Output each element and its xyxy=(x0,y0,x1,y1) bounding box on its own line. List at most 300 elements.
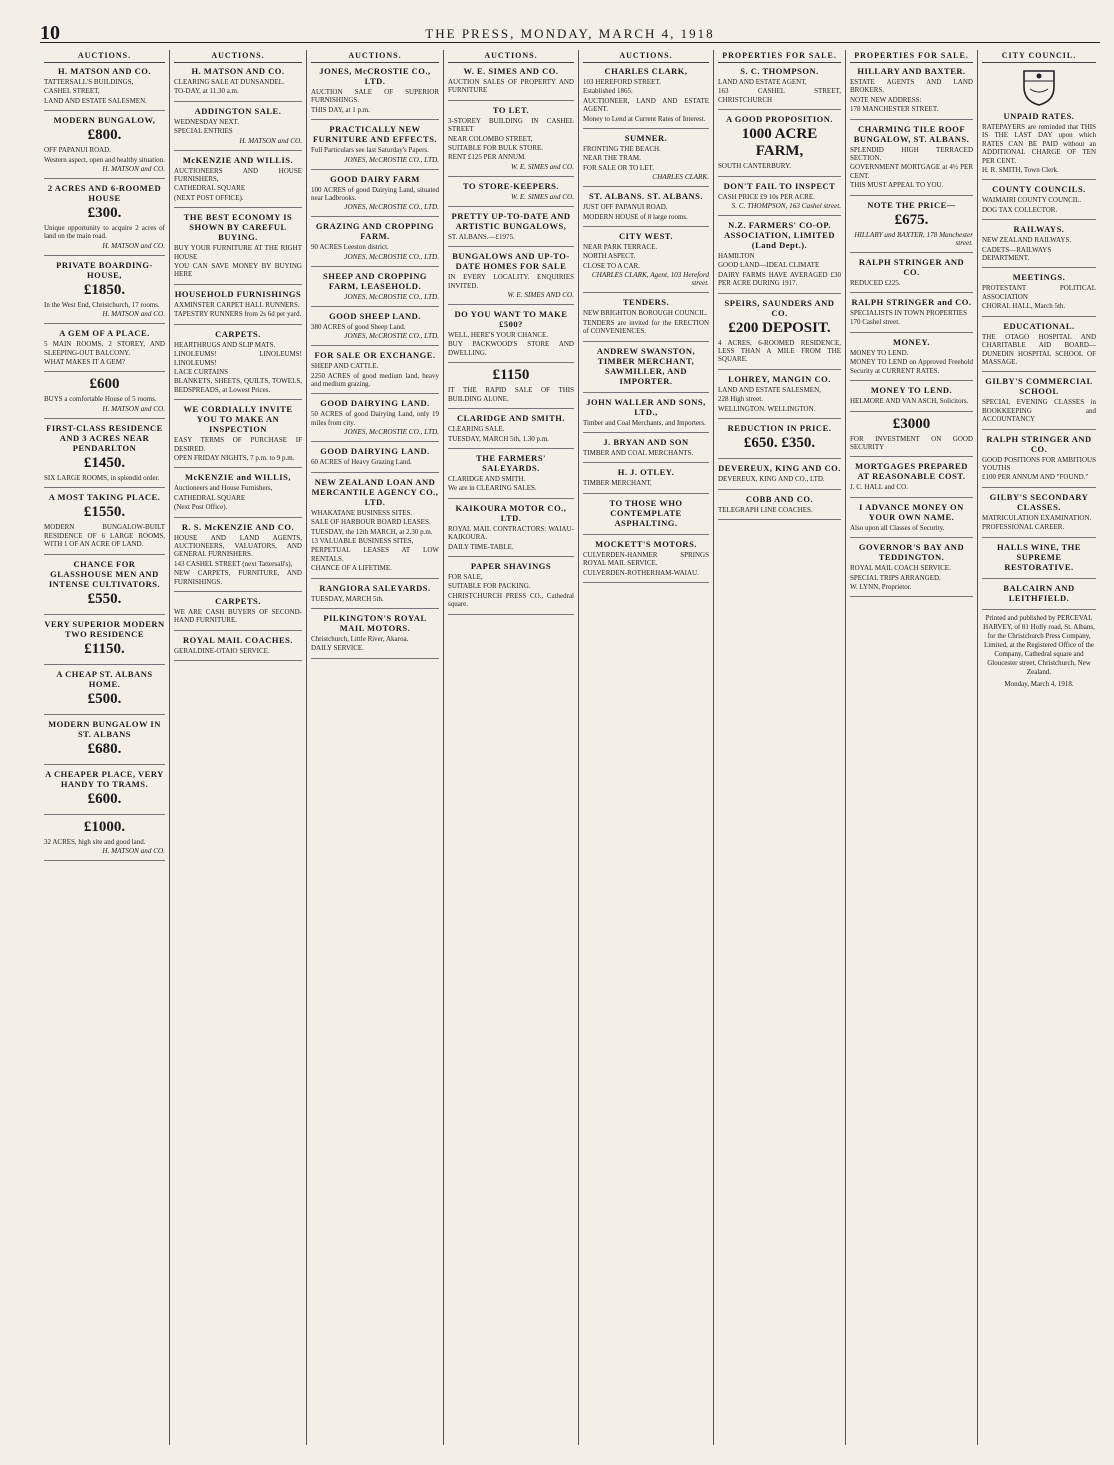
ad-text: 228 High street. xyxy=(718,395,763,404)
ad-heading: S. C. THOMPSON. xyxy=(740,66,819,76)
section-heading: PROPERTIES FOR SALE. xyxy=(718,50,841,63)
advertisement xyxy=(982,434,1096,488)
advertisement xyxy=(311,446,439,472)
ad-text: ST. ALBANS.—£1975. xyxy=(448,232,515,241)
ad-text: Full Particulars see last Saturday's Papers. xyxy=(311,146,429,155)
advertisement xyxy=(850,66,973,120)
ad-heading: ANDREW SWANSTON, TIMBER MERCHANT, SAWMILLER, AND IMPORTER. xyxy=(596,345,696,386)
ad-text: Unique opportunity to acquire 2 acres of land on the main road. xyxy=(44,224,165,241)
advertisement xyxy=(44,66,165,111)
ad-signature: H. MATSON and CO. xyxy=(102,846,165,855)
advertisement xyxy=(982,184,1096,220)
ad-heading: HALLS WINE, THE SUPREME RESTORATIVE. xyxy=(997,541,1081,572)
advertisement xyxy=(44,669,165,715)
advertisement xyxy=(174,155,302,209)
ad-heading: UNPAID RATES. xyxy=(1003,111,1075,121)
ad-heading: TO STORE-KEEPERS. xyxy=(462,180,560,191)
ad-text: MATRICULATION EXAMINATION. xyxy=(982,513,1092,522)
ad-text: In the West End, Christchurch, 17 rooms. xyxy=(44,300,160,309)
ad-price: 1000 ACRE FARM, xyxy=(741,126,818,160)
section-heading: AUCTIONS. xyxy=(448,50,574,63)
ad-signature: H. MATSON and CO. xyxy=(102,310,165,319)
ad-signature: JONES, McCROSTIE CO., LTD. xyxy=(344,428,439,437)
ad-text: CADETS—RAILWAYS DEPARTMENT. xyxy=(982,245,1052,263)
ad-text: H. R. SMITH, Town Clerk. xyxy=(982,166,1059,175)
ad-price: £1850. xyxy=(83,281,126,298)
advertisement xyxy=(850,461,973,497)
ad-text: SOUTH CANTERBURY. xyxy=(718,162,791,171)
ad-signature: H. MATSON and CO. xyxy=(102,241,165,250)
ad-text: TAPESTRY RUNNERS from 2s 6d per yard. xyxy=(174,310,302,319)
ad-text: SUITABLE FOR PACKING. xyxy=(448,582,531,591)
imprint-text: Monday, March 4, 1918. xyxy=(1004,679,1074,688)
advertisement xyxy=(448,503,574,557)
ad-heading: ROYAL MAIL COACHES. xyxy=(182,634,294,645)
ad-text: THIS DAY, at 1 p.m. xyxy=(311,105,370,114)
ad-signature: CHARLES CLARK, Agent, 103 Hereford street. xyxy=(591,271,709,288)
ad-signature: W. E. SIMES and CO. xyxy=(510,192,574,201)
ad-heading: PRIVATE BOARDING-HOUSE, xyxy=(56,259,153,280)
ad-text: OFF PAPANUI ROAD. xyxy=(44,146,111,155)
ad-price: £500. xyxy=(87,690,122,707)
ad-text: TENDERS are invited for the ERECTION of CONVENIENCES. xyxy=(583,318,709,336)
ad-heading: TO LET. xyxy=(492,104,530,115)
advertisement xyxy=(44,769,165,815)
advertisement xyxy=(44,376,165,418)
advertisement xyxy=(174,289,302,325)
ad-text: TIMBER AND COAL MERCHANTS. xyxy=(583,448,694,457)
ad-text: TUESDAY, the 12th MARCH, at 2.30 p.m. xyxy=(311,527,433,536)
ad-text: GOVERNMENT MORTGAGE at 4½ PER CENT. xyxy=(850,163,973,180)
ad-text: J. C. HALL and CO. xyxy=(850,483,908,492)
ad-heading: JONES, McCROSTIE CO., LTD. xyxy=(319,66,431,86)
ad-price: £200 DEPOSIT. xyxy=(728,319,831,336)
ad-text: FOR SALE, xyxy=(448,572,483,581)
ad-text: MODERN HOUSE of 8 large rooms. xyxy=(583,212,688,221)
ad-text: CULVERDEN-HANMER SPRINGS ROYAL MAIL SERVICE. xyxy=(583,550,709,568)
ad-signature: JONES, McCROSTIE CO., LTD. xyxy=(344,292,439,301)
ad-text: NOTE NEW ADDRESS: xyxy=(850,95,922,104)
advertisement xyxy=(44,559,165,615)
ad-text: TATTERSALL'S BUILDINGS, xyxy=(44,78,134,86)
advertisement xyxy=(982,111,1096,180)
ad-heading: BALCAIRN AND LEITHFIELD. xyxy=(1003,582,1075,603)
ad-text: LAND AND ESTATE AGENT, xyxy=(718,78,807,86)
ad-text: HELMORE AND VAN ASCH, Solicitors. xyxy=(850,397,969,406)
ad-heading: CLARIDGE AND SMITH. xyxy=(457,413,565,424)
ad-text: WHAKATANE BUSINESS SITES. xyxy=(311,508,413,517)
ad-text: 90 ACRES Leeston district. xyxy=(311,243,389,252)
ad-heading: A GOOD PROPOSITION. xyxy=(725,114,834,125)
ad-text: MODERN BUNGALOW-BUILT RESIDENCE OF 6 LARGE ROOMS, WITH 1 OF AN ACRE OF LAND. xyxy=(44,523,165,549)
advertisement xyxy=(850,416,973,458)
ad-text: GERALDINE-OTAIO SERVICE. xyxy=(174,646,270,655)
ad-signature: H. MATSON and CO. xyxy=(102,404,165,413)
ad-text: 143 CASHEL STREET (next Tattersall's), xyxy=(174,559,293,568)
section-heading: CITY COUNCIL. xyxy=(982,50,1096,63)
advertisement xyxy=(174,522,302,592)
ad-heading: RANGIORA SALEYARDS. xyxy=(319,582,431,593)
ad-text: ROYAL MAIL COACH SERVICE. xyxy=(850,564,951,573)
advertisement xyxy=(44,819,165,861)
ad-text: 100 ACRES of good Dairying Land, situated near Ladbrooks. xyxy=(311,185,439,203)
advertisement xyxy=(850,297,973,333)
ad-text: LACE CURTAINS xyxy=(174,367,229,376)
ad-text: AUCTION SALES OF PROPERTY AND FURNITURE xyxy=(448,78,574,95)
advertisement xyxy=(850,542,973,597)
ad-text: 60 ACRES of Heavy Grazing Land. xyxy=(311,458,412,467)
ad-heading: A GEM OF A PLACE. xyxy=(59,328,150,339)
ad-heading: ST. ALBANS. ST. ALBANS. xyxy=(589,191,703,202)
ad-heading: CHARMING TILE ROOF BUNGALOW, ST. ALBANS. xyxy=(853,123,970,144)
ad-text: CATHEDRAL SQUARE xyxy=(174,493,246,502)
ad-text: JUST OFF PAPANUI ROAD. xyxy=(583,203,668,212)
ad-heading: McKENZIE and WILLIS, xyxy=(185,472,291,483)
ad-text: CATHEDRAL SQUARE xyxy=(174,184,246,193)
ad-heading: RALPH STRINGER AND CO. xyxy=(986,433,1092,454)
ad-text: YOU CAN SAVE MONEY BY BUYING HERE xyxy=(174,262,302,279)
ad-heading: GOOD DAIRYING LAND. xyxy=(320,446,430,457)
ad-heading: THE FARMERS' SALEYARDS. xyxy=(476,452,546,473)
advertisement xyxy=(718,423,841,459)
ad-text: CLEARING SALE. xyxy=(448,425,505,434)
ad-text: LAND AND ESTATE SALESMEN. xyxy=(44,96,147,105)
advertisement xyxy=(583,66,709,129)
ad-text: AUCTION SALE OF SUPERIOR FURNISHINGS. xyxy=(311,88,439,105)
ad-text: AUCTIONEER, LAND AND ESTATE AGENT. xyxy=(583,96,709,114)
advertisement xyxy=(982,272,1096,316)
advertisement xyxy=(448,309,574,363)
ad-heading: BUNGALOWS AND UP-TO-DATE HOMES FOR SALE xyxy=(452,251,570,272)
ad-heading: GILBY'S SECONDARY CLASSES. xyxy=(989,491,1089,512)
ad-signature: W. E. SIMES AND CO. xyxy=(507,291,574,300)
ad-heading: J. BRYAN AND SON xyxy=(603,436,689,447)
ad-heading: FIRST-CLASS RESIDENCE AND 3 ACRES NEAR PENDARLTON xyxy=(46,422,163,453)
ad-text: WE ARE CASH BUYERS OF SECOND-HAND FURNITURE. xyxy=(174,608,302,625)
advertisement xyxy=(311,271,439,307)
ad-heading: SPEIRS, SAUNDERS AND CO. xyxy=(724,297,835,318)
ad-heading: RALPH STRINGER and CO. xyxy=(851,297,972,308)
advertisement xyxy=(850,200,973,253)
columns-container xyxy=(40,50,1100,1445)
advertisement xyxy=(850,257,973,293)
ad-heading: JOHN WALLER AND SONS, LTD., xyxy=(586,396,706,417)
ad-text: MONEY TO LEND on Approved Freehold Security at CURRENT RATES. xyxy=(850,358,973,375)
ad-text: Christchurch, Little River, Akaroa. xyxy=(311,634,409,643)
ad-heading: R. S. McKENZIE AND CO. xyxy=(181,521,295,532)
ad-price: £675. xyxy=(894,211,929,228)
ad-text: NORTH ASPECT. xyxy=(583,252,636,261)
advertisement xyxy=(448,211,574,247)
ad-text: HEARTHRUGS AND SLIP MATS. xyxy=(174,340,276,349)
newspaper-title: THE PRESS, MONDAY, MARCH 4, 1918 xyxy=(425,26,715,41)
ad-heading: CHANCE FOR GLASSHOUSE MEN AND INTENSE CULTIVATORS. xyxy=(48,558,161,589)
ad-price: £600 xyxy=(89,376,120,393)
ad-heading: WE CORDIALLY INVITE YOU TO MAKE AN INSPECTION xyxy=(183,404,293,435)
ad-text: Also upon all Classes of Security. xyxy=(850,523,945,532)
advertisement xyxy=(583,539,709,583)
ad-heading: GRAZING AND CROPPING FARM. xyxy=(315,221,435,242)
newspaper-column xyxy=(444,50,579,1445)
ad-price: £680. xyxy=(87,740,122,757)
ad-text: DAIRY FARMS HAVE AVERAGED £30 PER ACRE DURING 1917. xyxy=(718,270,841,288)
ad-text: CHANCE OF A LIFETIME. xyxy=(311,564,392,573)
ad-text: FOR SALE OR TO LET. xyxy=(583,163,654,172)
ad-heading: MODERN BUNGALOW, xyxy=(53,115,156,126)
ad-text: SPECIAL EVENING CLASSES in BOOKKEEPING and ACCOUNTANCY xyxy=(982,398,1096,424)
ad-text: SALE OF HARBOUR BOARD LEASES. xyxy=(311,518,431,527)
advertisement xyxy=(982,224,1096,268)
ad-text: 170 Cashel street. xyxy=(850,318,900,327)
advertisement xyxy=(174,329,302,400)
ad-heading: DON'T FAIL TO INSPECT xyxy=(723,180,836,191)
ad-signature: H. MATSON and CO. xyxy=(102,165,165,174)
advertisement xyxy=(982,492,1096,538)
ad-text: 13 VALUABLE BUSINESS SITES, xyxy=(311,536,414,545)
ad-text: 4 ACRES, 6-ROOMED RESIDENCE, LESS THAN A MILE FROM THE SQUARE. xyxy=(718,338,841,364)
advertisement xyxy=(583,397,709,433)
ad-heading: McKENZIE AND WILLIS. xyxy=(182,154,294,165)
ad-text: Auctioneers and House Furnishers, xyxy=(174,484,273,493)
advertisement xyxy=(718,298,841,370)
ad-heading: CHARLES CLARK, xyxy=(604,66,688,76)
advertisement xyxy=(583,297,709,341)
ad-heading: GOOD DAIRYING LAND. xyxy=(320,398,430,409)
page-number: 10 xyxy=(40,22,60,44)
ad-text: PERPETUAL LEASES AT LOW RENTALS. xyxy=(311,546,439,563)
ad-heading: MONEY TO LEND. xyxy=(870,385,953,396)
newspaper-column xyxy=(40,50,170,1445)
newspaper-column xyxy=(579,50,714,1445)
ad-price: £1550. xyxy=(83,504,126,521)
ad-heading: CITY WEST. xyxy=(619,231,673,242)
ad-price: £1150 xyxy=(492,367,530,384)
ad-text: 163 CASHEL STREET, CHRISTCHURCH xyxy=(718,87,841,104)
ad-text: NEW BRIGHTON BOROUGH COUNCIL. xyxy=(583,309,708,318)
advertisement xyxy=(448,105,574,177)
ad-price: £300. xyxy=(87,205,122,222)
imprint-text: Printed and published by PERCEVAL HARVEY, of 81 Holly road, St. Albans, for the Christchurch Press Company, Limited, at the Registered Office of the Company, Cathedral square and Gloucester street, Christchurch, New Zealand. xyxy=(983,613,1095,676)
ad-text: SIX LARGE ROOMS, in splendid order. xyxy=(44,473,160,482)
ad-text: BUY YOUR FURNITURE AT THE RIGHT HOUSE xyxy=(174,244,302,261)
advertisement xyxy=(850,385,973,411)
ad-text: IN EVERY LOCALITY. ENQUIRIES INVITED. xyxy=(448,273,574,290)
ad-text: TIMBER MERCHANT, xyxy=(583,479,652,488)
ad-heading: CARPETS. xyxy=(215,328,261,339)
ad-signature: JONES, McCROSTIE CO., LTD. xyxy=(344,252,439,261)
ad-text: BUY PACKWOOD'S STORE AND DWELLING. xyxy=(448,340,574,357)
ad-text: (Next Post Office). xyxy=(174,503,228,512)
ad-text: 103 HEREFORD STREET. xyxy=(583,78,661,86)
ad-heading: CARPETS. xyxy=(215,596,261,606)
ad-text: BUYS a comfortable House of 5 rooms. xyxy=(44,395,157,404)
ad-text: Western aspect, open and healthy situation. xyxy=(44,155,165,164)
ad-text: 2250 ACRES of good medium land, heavy and medium grazing. xyxy=(311,371,439,389)
ad-text: SPECIAL ENTRIES xyxy=(174,127,233,136)
ad-text: SPECIAL TRIPS ARRANGED. xyxy=(850,573,941,582)
ad-text: THE OTAGO HOSPITAL AND CHARITABLE AID BOARD—DUNEDIN HOSPITAL SCHOOL OF MASSAGE. xyxy=(982,332,1096,366)
ad-signature: H. MATSON and CO. xyxy=(239,136,302,145)
ad-text: HAMILTON xyxy=(718,252,755,261)
ad-heading: PRACTICALLY NEW FURNITURE AND EFFECTS. xyxy=(312,124,438,145)
advertisement xyxy=(583,346,709,393)
advertisement xyxy=(583,437,709,463)
ad-heading: KAIKOURA MOTOR CO., LTD. xyxy=(455,502,567,523)
ad-text: SHEEP AND CATTLE. xyxy=(311,362,379,371)
ad-heading: HILLARY AND BAXTER. xyxy=(857,66,966,76)
ad-heading: REDUCTION IN PRICE. xyxy=(727,423,832,434)
ad-signature: JONES, McCROSTIE CO., LTD. xyxy=(344,155,439,164)
newspaper-column xyxy=(846,50,978,1445)
ad-text: NEW ZEALAND RAILWAYS. xyxy=(982,236,1072,245)
ad-heading: EDUCATIONAL. xyxy=(1003,320,1075,331)
ad-text: £100 PER ANNUM AND "FOUND." xyxy=(982,473,1089,482)
ad-heading: SHEEP AND CROPPING FARM, LEASEHOLD. xyxy=(323,270,427,291)
advertisement xyxy=(718,463,841,489)
ad-text: IT THE RAPID SALE OF THIS BUILDING ALONE. xyxy=(448,386,574,403)
ad-text: (NEXT POST OFFICE). xyxy=(174,193,244,202)
ad-price: £1450. xyxy=(83,454,126,471)
advertisement xyxy=(174,596,302,631)
ad-text: CLOSE TO A CAR. xyxy=(583,261,640,270)
ad-text: CHRISTCHURCH PRESS CO., Cathedral square. xyxy=(448,591,574,609)
ad-heading: LOHREY, MANGIN CO. xyxy=(728,373,831,384)
advertisement xyxy=(44,328,165,372)
advertisement xyxy=(44,183,165,256)
ad-heading: HOUSEHOLD FURNISHINGS xyxy=(174,288,302,299)
advertisement xyxy=(850,502,973,538)
masthead xyxy=(40,22,1100,43)
ad-heading: DO YOU WANT TO MAKE £500? xyxy=(454,309,568,330)
advertisement xyxy=(44,260,165,324)
section-heading: PROPERTIES FOR SALE. xyxy=(850,50,973,63)
ad-heading: SUMNER. xyxy=(624,133,668,144)
advertisement xyxy=(448,413,574,449)
ad-heading: TO THOSE WHO CONTEMPLATE ASPHALTING. xyxy=(609,497,683,528)
ad-signature: CHARLES CLARK. xyxy=(652,173,709,182)
advertisement xyxy=(850,337,973,381)
ad-text: TUESDAY, MARCH 5th, 1.30 p.m. xyxy=(448,434,549,443)
ad-heading: PILKINGTON'S ROYAL MAIL MOTORS. xyxy=(323,612,427,633)
ad-signature: S. C. THOMPSON, 163 Cashel street. xyxy=(731,202,841,211)
advertisement xyxy=(583,133,709,187)
ad-text: PROTESTANT POLITICAL ASSOCIATION xyxy=(982,284,1096,301)
ad-heading: GOOD SHEEP LAND. xyxy=(329,310,421,321)
ad-heading: PAPER SHAVINGS xyxy=(470,560,552,571)
ad-text: 32 ACRES, high site and good land. xyxy=(44,837,146,846)
ad-text: SPECIALISTS IN TOWN PROPERTIES xyxy=(850,309,967,318)
ad-price: £600. xyxy=(87,790,122,807)
ad-text: NEAR COLOMBO STREET, xyxy=(448,134,533,143)
newspaper-column xyxy=(170,50,307,1445)
ad-text: LAND AND ESTATE SALESMEN, xyxy=(718,385,821,394)
ad-heading: NOTE THE PRICE— xyxy=(867,199,956,210)
advertisement xyxy=(311,583,439,609)
section-heading: AUCTIONS. xyxy=(311,50,439,63)
advertisement xyxy=(311,174,439,218)
ad-text: PROFESSIONAL CAREER. xyxy=(982,523,1065,532)
advertisement xyxy=(311,66,439,120)
ad-text: THIS MUST APPEAL TO YOU. xyxy=(850,181,944,190)
advertisement xyxy=(718,66,841,110)
ad-heading: MONEY. xyxy=(893,336,930,347)
advertisement xyxy=(718,374,841,419)
ad-text: GOOD LAND—IDEAL CLIMATE xyxy=(718,261,820,270)
ad-text: EASY TERMS OF PURCHASE IF DESIRED. xyxy=(174,436,302,453)
ad-price: £3000 xyxy=(892,415,931,432)
ad-text: OPEN FRIDAY NIGHTS, 7 p.m. to 9 p.m. xyxy=(174,453,295,462)
advertisement xyxy=(448,251,574,305)
ad-text: CLEARING SALE AT DUNSANDEL. xyxy=(174,78,285,86)
ad-price: £800. xyxy=(87,127,122,144)
ad-text: WELL, HERE'S YOUR CHANCE. xyxy=(448,331,548,340)
section-heading: AUCTIONS. xyxy=(44,50,165,63)
advertisement xyxy=(174,472,302,517)
advertisement xyxy=(311,477,439,579)
ad-text: CASH PRICE £9 10s PER ACRE. xyxy=(718,192,815,201)
advertisement xyxy=(311,350,439,394)
advertisement xyxy=(718,114,841,176)
ad-heading: THE BEST ECONOMY IS SHOWN BY CAREFUL BUYING. xyxy=(183,212,293,243)
advertisement xyxy=(174,106,302,151)
ad-heading: COBB AND CO. xyxy=(745,493,814,504)
advertisement xyxy=(174,635,302,661)
ad-text: 50 ACRES of good Dairying Land, only 19 miles from city. xyxy=(311,410,439,427)
ad-heading: RALPH STRINGER AND CO. xyxy=(858,256,965,277)
ad-heading: GILBY'S COMMERCIAL SCHOOL xyxy=(985,376,1093,397)
advertisement xyxy=(311,311,439,346)
ad-heading: DEVEREUX, KING AND CO. xyxy=(718,463,841,474)
ad-text: 178 MANCHESTER STREET. xyxy=(850,105,939,114)
ad-text: TO-DAY, at 11.30 a.m. xyxy=(174,87,239,96)
ad-heading: W. E. SIMES AND CO. xyxy=(463,66,559,76)
ad-text: CLARIDGE AND SMITH. xyxy=(448,474,526,483)
advertisement xyxy=(448,453,574,499)
advertisement xyxy=(982,376,1096,429)
ad-text: DAILY TIME-TABLE. xyxy=(448,542,514,551)
ad-text: 5 MAIN ROOMS, 2 STOREY, AND SLEEPING-OUT BALCONY. xyxy=(44,340,165,357)
ad-text: DOG TAX COLLECTOR. xyxy=(982,205,1058,214)
ad-text: TELEGRAPH LINE COACHES. xyxy=(718,505,813,514)
ad-text: Timber and Coal Merchants, and Importers. xyxy=(583,418,706,427)
advertisement xyxy=(982,542,1096,579)
ad-text: GOOD POSITIONS FOR AMBITIOUS YOUTHS xyxy=(982,455,1096,472)
newspaper-column xyxy=(978,50,1100,1445)
advertisement xyxy=(718,220,841,294)
advertisement xyxy=(448,66,574,101)
ad-text: CASHEL STREET, xyxy=(44,87,100,96)
ad-text: NEAR THE TRAM. xyxy=(583,154,641,163)
ad-heading: ADDINGTON SALE. xyxy=(194,105,282,116)
ad-heading: A CHEAPER PLACE, VERY HANDY TO TRAMS. xyxy=(45,768,164,789)
ad-text: WELLINGTON. WELLINGTON. xyxy=(718,404,816,413)
city-crest-icon xyxy=(1016,67,1062,107)
ad-heading: H. MATSON AND CO. xyxy=(191,66,285,76)
newspaper-column xyxy=(714,50,846,1445)
section-heading: AUCTIONS. xyxy=(583,50,709,63)
advertisement xyxy=(311,398,439,442)
ad-text: FRONTING THE BEACH. xyxy=(583,145,661,154)
ad-heading: A MOST TAKING PLACE. xyxy=(48,492,161,503)
advertisement xyxy=(583,191,709,227)
advertisement xyxy=(850,124,973,196)
ad-text: W. LYNN, Proprietor. xyxy=(850,582,912,591)
ad-text: NEAR PARK TERRACE. xyxy=(583,243,658,252)
advertisement xyxy=(44,423,165,488)
ad-text: REDUCED £225. xyxy=(850,278,901,287)
ad-text: Money to Lend at Current Rates of Interest. xyxy=(583,114,706,123)
ad-text: WEDNESDAY NEXT. xyxy=(174,117,240,126)
